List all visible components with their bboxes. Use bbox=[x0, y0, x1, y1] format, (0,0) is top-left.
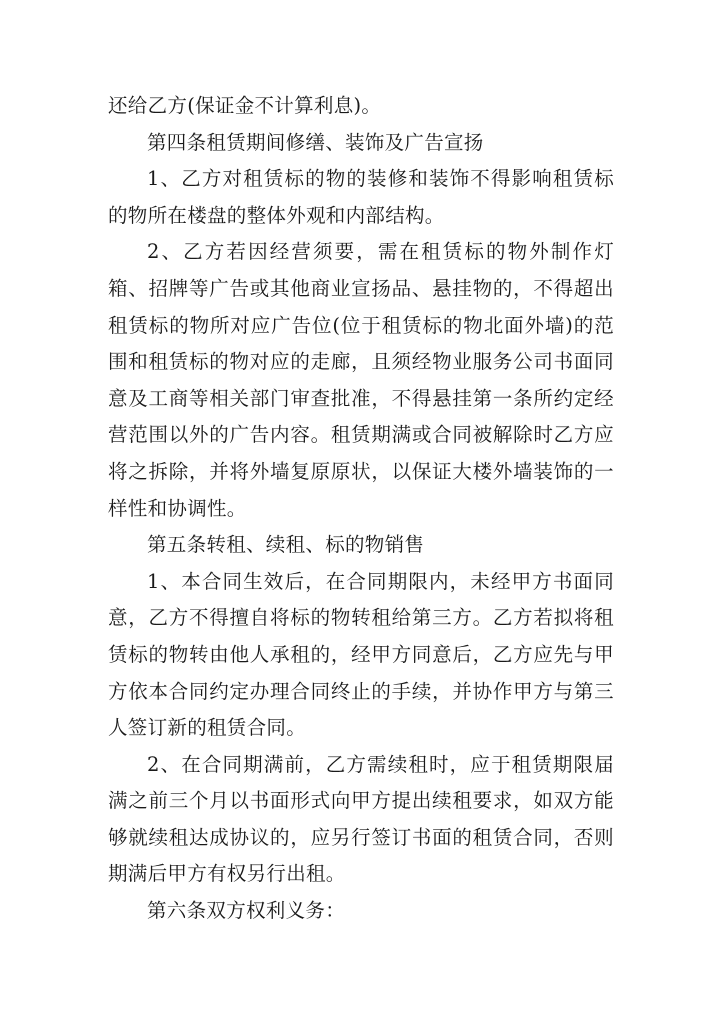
section-heading-article-5: 第五条转租、续租、标的物销售 bbox=[147, 533, 425, 557]
paragraph-article-5-clause-1: 1、本合同生效后，在合同期限内，未经甲方书面同意，乙方不得擅自将标的物转租给第三方。乙方若拟将租赁标的物转由他人承租的，经甲方同意后，乙方应先与甲方依本合同约定办理合同终止的手续，并协作甲方与第三人签订新的租赁合同。 bbox=[108, 569, 614, 740]
section-heading-article-4: 第四条租赁期间修缮、装饰及广告宣扬 bbox=[147, 130, 484, 154]
section-heading-article-6: 第六条双方权利义务： bbox=[147, 899, 346, 923]
paragraph-article-4-clause-1: 1、乙方对租赁标的物的装修和装饰不得影响租赁标的物所在楼盘的整体外观和内部结构。 bbox=[108, 167, 614, 227]
paragraph-1: 还给乙方(保证金不计算利息)。 bbox=[108, 94, 382, 117]
document-body bbox=[108, 88, 614, 930]
paragraph-article-5-clause-2: 2、在合同期满前，乙方需续租时，应于租赁期限届满之前三个月以书面形式向甲方提出续租要求，如双方能够就续租达成协议的，应另行签订书面的租赁合同，否则期满后甲方有权另行出租。 bbox=[108, 752, 614, 886]
paragraph-article-4-clause-2: 2、乙方若因经营须要，需在租赁标的物外制作灯箱、招牌等广告或其他商业宣扬品、悬挂物的，不得超出租赁标的物所对应广告位(位于租赁标的物北面外墙)的范围和租赁标的物对应的走廊，且须经物业服务公司书面同意及工商等相关部门审查批准，不得悬挂第一条所约定经营范围以外的广告内容。租赁期满或合同被解除时乙方应将之拆除，并将外墙复原原状，以保证大楼外墙装饰的一样性和协调性。 bbox=[108, 240, 614, 520]
